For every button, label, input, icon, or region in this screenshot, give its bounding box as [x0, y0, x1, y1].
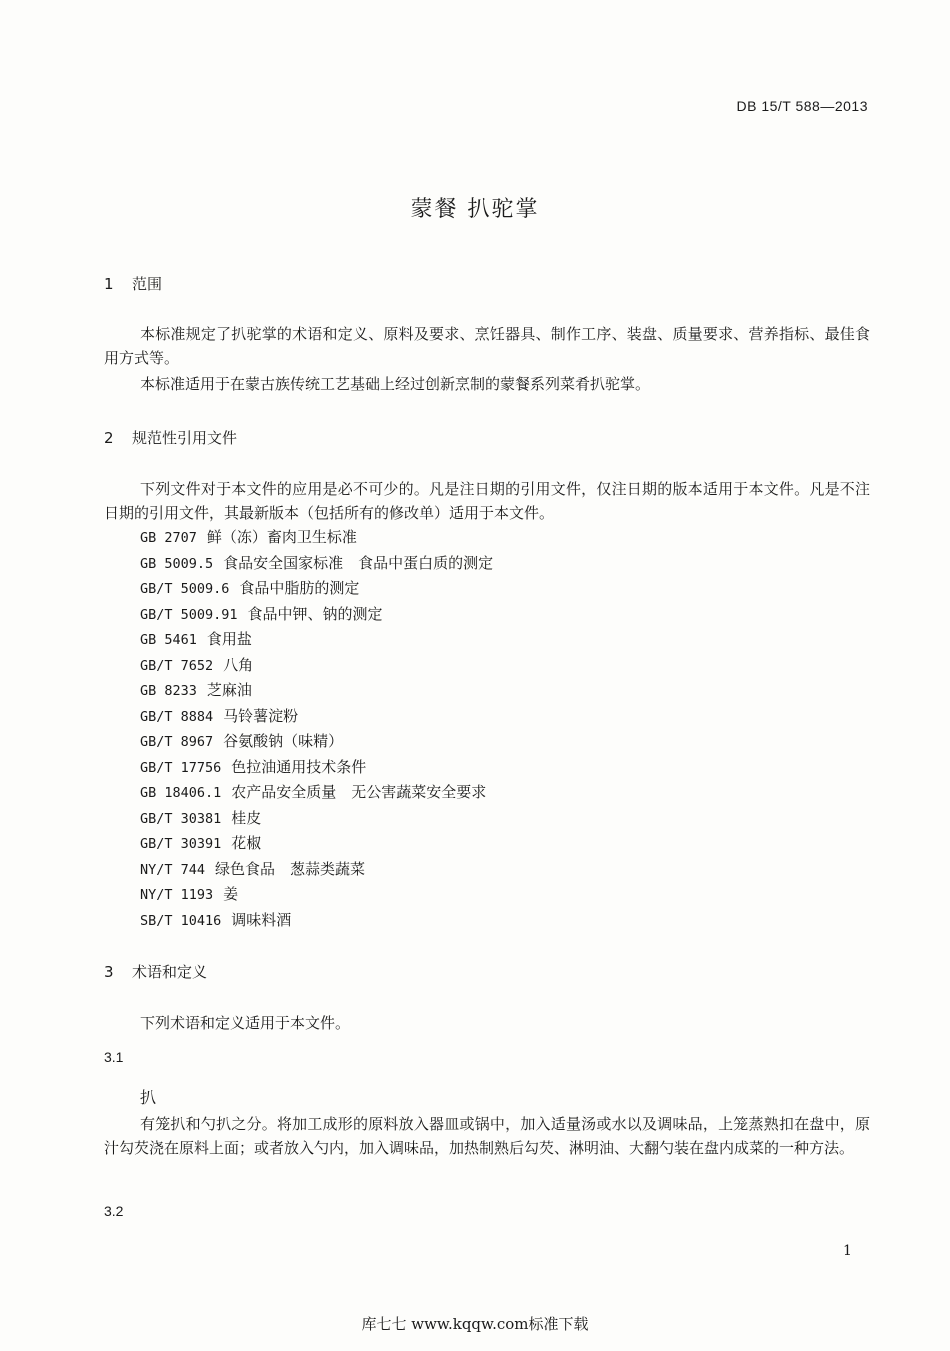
reference-item — [140, 857, 493, 883]
reference-code: SB/T 10416 — [140, 912, 222, 929]
reference-title: 马铃薯淀粉 — [223, 706, 299, 725]
reference-title: 农产品安全质量 无公害蔬菜安全要求 — [231, 783, 487, 801]
reference-code: GB 18406.1 — [140, 785, 222, 801]
reference-title: 食品安全国家标准 食品中蛋白质的测定 — [223, 553, 494, 572]
reference-title: 花椒 — [231, 834, 262, 852]
reference-item — [140, 576, 493, 602]
reference-title: 谷氨酸钠（味精） — [223, 732, 344, 750]
references-intro: 下列文件对于本文件的应用是必不可少的。凡是注日期的引用文件，仅注日期的版本适用于本文件。凡是不注日期的引用文件，其最新版本（包括所有的修改单）适用于本文件。 — [104, 480, 870, 522]
reference-code: NY/T 744 — [140, 861, 206, 878]
section-1-heading — [104, 273, 162, 294]
reference-code: GB/T 30391 — [140, 836, 222, 852]
reference-code: GB/T 7652 — [140, 657, 214, 674]
reference-item — [140, 831, 493, 857]
term-definition: 有笼扒和勺扒之分。将加工成形的原料放入器皿或锅中，加入适量汤或水以及调味品，上笼蒸熟扣在盘中，原汁勾芡浇在原料上面；或者放入勺内，加入调味品，加热制熟后勾芡、淋明油、大翻勺装在盘内成菜的一种方法。 — [104, 1115, 870, 1157]
reference-title: 食品中脂肪的测定 — [239, 579, 360, 597]
reference-item — [140, 551, 493, 577]
reference-code: GB/T 5009.91 — [140, 606, 238, 623]
reference-code: GB 5461 — [140, 632, 197, 648]
standard-code: DB 15/T 588—2013 — [736, 98, 868, 114]
scope-paragraph-1: 本标准规定了扒驼掌的术语和定义、原料及要求、烹饪器具、制作工序、装盘、质量要求、营养指标、最佳食用方式等。 — [104, 325, 870, 367]
page-number: 1 — [843, 1243, 852, 1259]
section-number: 1 — [104, 275, 114, 293]
reference-item — [140, 729, 493, 755]
section-title: 范围 — [132, 275, 163, 293]
reference-title: 调味料酒 — [231, 910, 292, 929]
term-name: 扒 — [140, 1088, 157, 1107]
reference-code: GB 2707 — [140, 530, 197, 546]
reference-item — [140, 755, 493, 781]
reference-item — [140, 704, 493, 730]
section-number: 3 — [104, 963, 114, 981]
section-title: 规范性引用文件 — [132, 429, 238, 447]
reference-title: 姜 — [223, 885, 239, 903]
reference-item — [140, 525, 493, 551]
reference-item — [140, 678, 493, 704]
reference-item — [140, 653, 493, 679]
reference-title: 食用盐 — [206, 630, 252, 648]
reference-title: 色拉油通用技术条件 — [231, 757, 367, 776]
terms-intro: 下列术语和定义适用于本文件。 — [140, 1014, 351, 1032]
reference-item — [140, 908, 493, 934]
reference-code: GB/T 30381 — [140, 810, 222, 827]
reference-title: 芝麻油 — [206, 681, 252, 699]
reference-code: GB 8233 — [140, 683, 197, 699]
reference-title: 食品中钾、钠的测定 — [247, 604, 383, 623]
reference-code: GB/T 8884 — [140, 708, 214, 725]
reference-code: GB 5009.5 — [140, 555, 214, 572]
document-title: 蒙餐 扒驼掌 — [410, 197, 540, 222]
reference-code: GB/T 8967 — [140, 734, 214, 750]
reference-title: 绿色食品 葱蒜类蔬菜 — [215, 859, 366, 878]
section-title: 术语和定义 — [132, 963, 208, 981]
reference-title: 八角 — [223, 655, 254, 674]
section-2-heading — [104, 427, 237, 448]
reference-title: 鲜（冻）畜肉卫生标准 — [206, 528, 357, 546]
reference-item — [140, 806, 493, 832]
subclause-number: 3.2 — [104, 1203, 124, 1219]
reference-code: GB/T 17756 — [140, 759, 222, 776]
scope-paragraph-2: 本标准适用于在蒙古族传统工艺基础上经过创新烹制的蒙餐系列菜肴扒驼掌。 — [140, 375, 651, 393]
reference-item — [140, 627, 493, 653]
reference-item — [140, 882, 493, 908]
reference-list — [140, 525, 493, 933]
reference-code: GB/T 5009.6 — [140, 581, 230, 597]
section-number: 2 — [104, 429, 114, 447]
watermark-text: 库七七 www.kqqw.com标准下载 — [361, 1315, 589, 1333]
reference-title: 桂皮 — [231, 808, 262, 827]
reference-item — [140, 602, 493, 628]
reference-code: NY/T 1193 — [140, 887, 214, 903]
section-3-heading — [104, 961, 207, 982]
subclause-number: 3.1 — [104, 1049, 124, 1065]
reference-item — [140, 780, 493, 806]
